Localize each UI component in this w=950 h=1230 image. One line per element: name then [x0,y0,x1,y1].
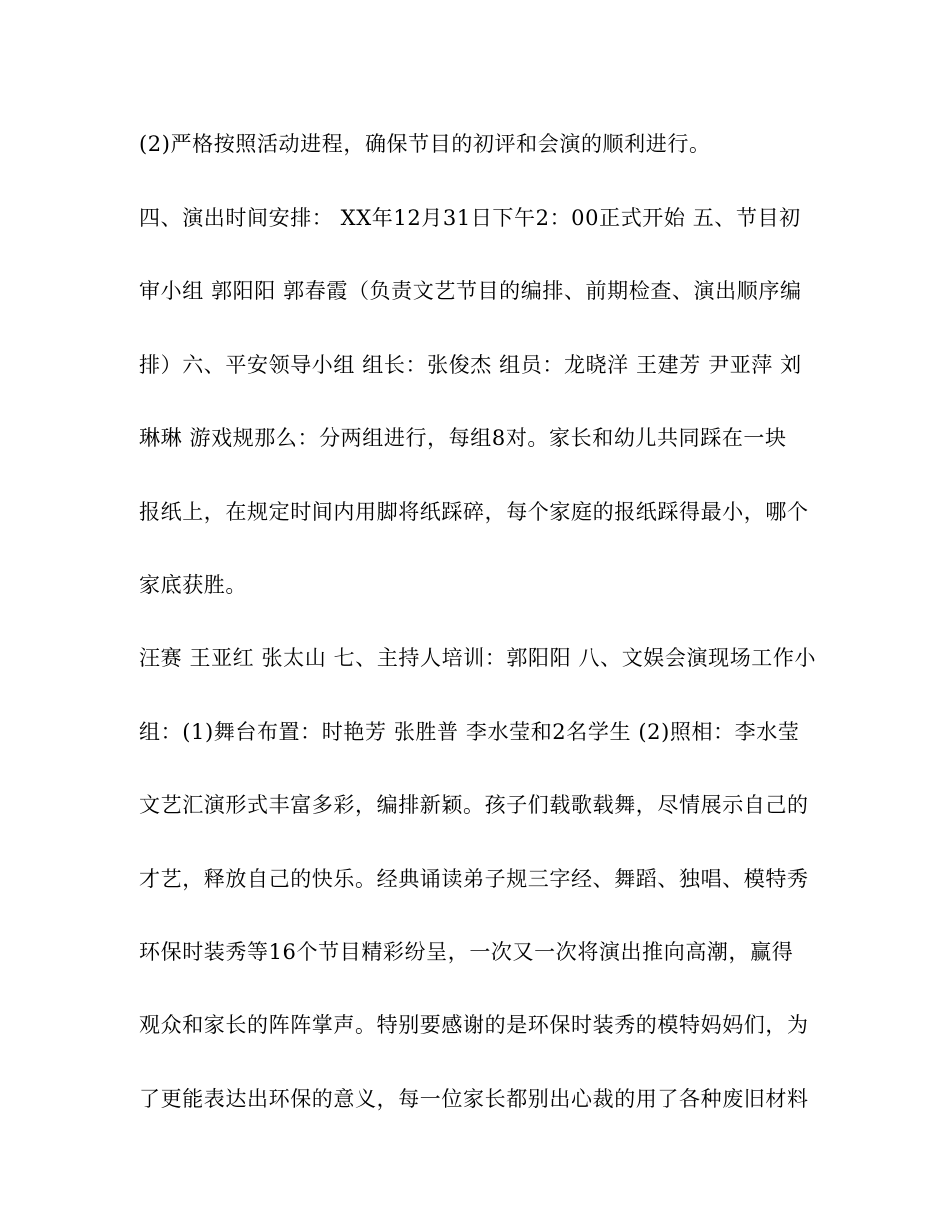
text-line: 家底获胜。 [139,573,247,597]
text-line: 环保时装秀等16个节目精彩纷呈，一次又一次将演出推向高潮，赢得 [139,940,794,964]
text-line: 才艺，释放自己的快乐。经典诵读弟子规三字经、舞蹈、独唱、模特秀 [139,867,809,891]
text-line: 排）六、平安领导小组 组长：张俊杰 组员：龙晓洋 王建芳 尹亚萍 刘 [139,353,802,377]
text-line: 组：(1)舞台布置：时艳芳 张胜普 李水莹和2名学生 (2)照相：李水莹 [139,720,800,744]
text-line: 四、演出时间安排： XX年12月31日下午2：00正式开始 五、节目初 [139,206,801,230]
text-line: 文艺汇演形式丰富多彩，编排新颖。孩子们载歌载舞，尽情展示自己的 [139,793,809,817]
text-line: 琳琳 游戏规那么：分两组进行，每组8对。家长和幼儿共同踩在一块 [139,426,787,450]
text-line: 了更能表达出环保的意义，每一位家长都别出心裁的用了各种废旧材料 [139,1087,809,1111]
text-line: 审小组 郭阳阳 郭春霞（负责文艺节目的编排、前期检查、演出顺序编 [139,279,802,303]
text-line: (2)严格按照活动进程，确保节目的初评和会演的顺利进行。 [139,132,711,156]
text-line: 汪赛 王亚红 张太山 七、主持人培训：郭阳阳 八、文娱会演现场工作小 [139,646,817,670]
text-line: 报纸上，在规定时间内用脚将纸踩碎，每个家庭的报纸踩得最小，哪个 [139,500,809,524]
text-line: 观众和家长的阵阵掌声。特别要感谢的是环保时装秀的模特妈妈们，为 [139,1013,809,1037]
